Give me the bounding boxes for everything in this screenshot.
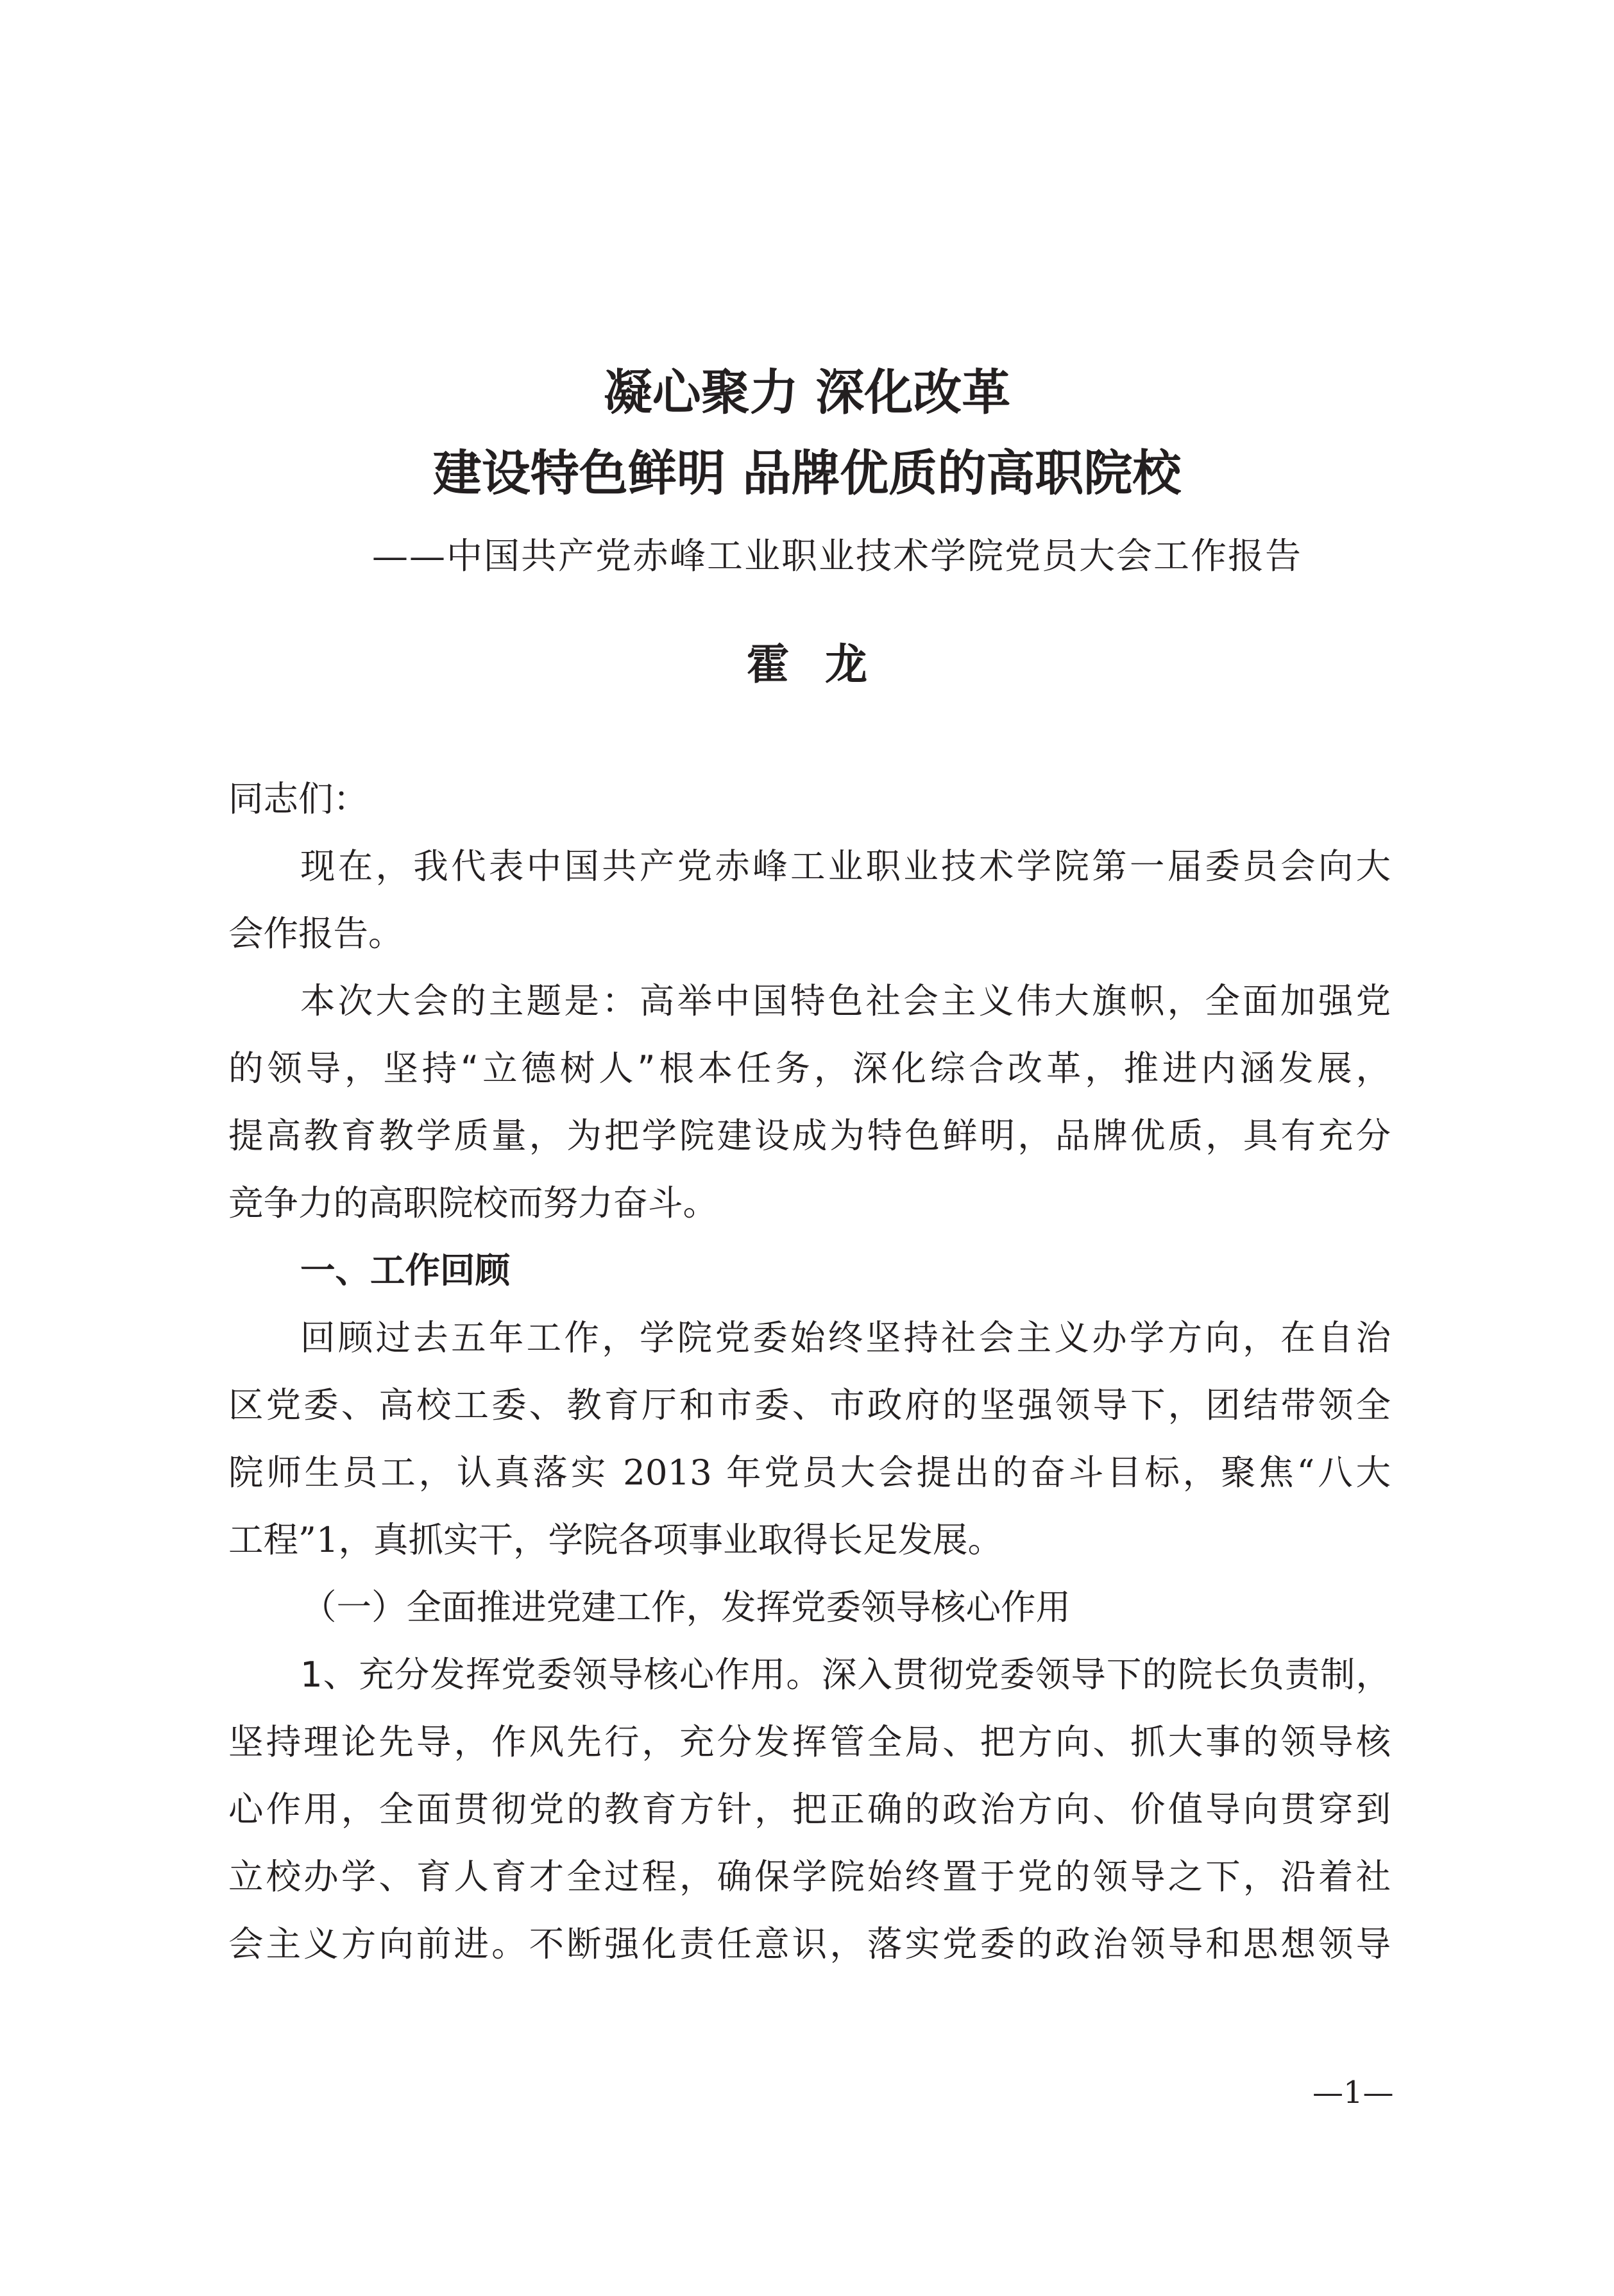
title-line-2: 建设特色鲜明 品牌优质的高职院校 bbox=[432, 445, 1182, 502]
paragraph-4-line-5: 会主义方向前进。不断强化责任意识，落实党委的政治领导和思想领导 bbox=[228, 1923, 1391, 1964]
paragraph-4-line-3: 心作用，全面贯彻党的教育方针，把正确的政治方向、价值导向贯穿到 bbox=[228, 1789, 1391, 1830]
salutation: 同志们： bbox=[228, 778, 369, 819]
paragraph-3-line-3: 院师生员工，认真落实 2013 年党员大会提出的奋斗目标，聚焦“八大 bbox=[228, 1452, 1391, 1493]
page-number: —1— bbox=[1312, 2075, 1394, 2111]
paragraph-1-line-2: 会作报告。 bbox=[228, 913, 404, 954]
paragraph-3-line-1: 回顾过去五年工作，学院党委始终坚持社会主义办学方向，在自治 bbox=[300, 1317, 1391, 1358]
author-name: 霍龙 bbox=[747, 639, 903, 689]
paragraph-1-line-1: 现在，我代表中国共产党赤峰工业职业技术学院第一届委员会向大 bbox=[300, 846, 1391, 887]
paragraph-2-line-2: 的领导，坚持“立德树人”根本任务，深化综合改革，推进内涵发展， bbox=[228, 1048, 1391, 1089]
subtitle: ——中国共产党赤峰工业职业技术学院党员大会工作报告 bbox=[372, 536, 1302, 577]
paragraph-3-line-4: 工程”1，真抓实干，学院各项事业取得长足发展。 bbox=[228, 1519, 1003, 1560]
title-line-1: 凝心聚力 深化改革 bbox=[603, 364, 1011, 421]
paragraph-2-line-3: 提高教育教学质量，为把学院建设成为特色鲜明，品牌优质，具有充分 bbox=[228, 1115, 1391, 1156]
paragraph-2-line-1 bbox=[300, 980, 1391, 1021]
paragraph-4-line-1 bbox=[300, 1654, 1391, 1695]
subsection-heading-1: （一）全面推进党建工作，发挥党委领导核心作用 bbox=[302, 1586, 1071, 1628]
paragraph-4-line-2: 坚持理论先导，作风先行，充分发挥管全局、把方向、抓大事的领导核 bbox=[228, 1721, 1391, 1762]
theme-statement: 高举中国特色社会主义伟大旗帜，全面加强党 bbox=[639, 980, 1391, 1021]
paragraph-2-line-4: 竞争力的高职院校而努力奋斗。 bbox=[228, 1182, 718, 1223]
paragraph-4-line-4: 立校办学、育人育才全过程，确保学院始终置于党的领导之下，沿着社 bbox=[228, 1856, 1391, 1897]
theme-intro: 本次大会的主题是： bbox=[300, 980, 640, 1021]
item-lead: 1、充分发挥党委领导核心作用。 bbox=[300, 1654, 822, 1695]
section-heading-1: 一、工作回顾 bbox=[300, 1250, 511, 1291]
item-text: 深入贯彻党委领导下的院长负责制， bbox=[821, 1654, 1391, 1695]
paragraph-3-line-2: 区党委、高校工委、教育厅和市委、市政府的坚强领导下，团结带领全 bbox=[228, 1384, 1391, 1425]
